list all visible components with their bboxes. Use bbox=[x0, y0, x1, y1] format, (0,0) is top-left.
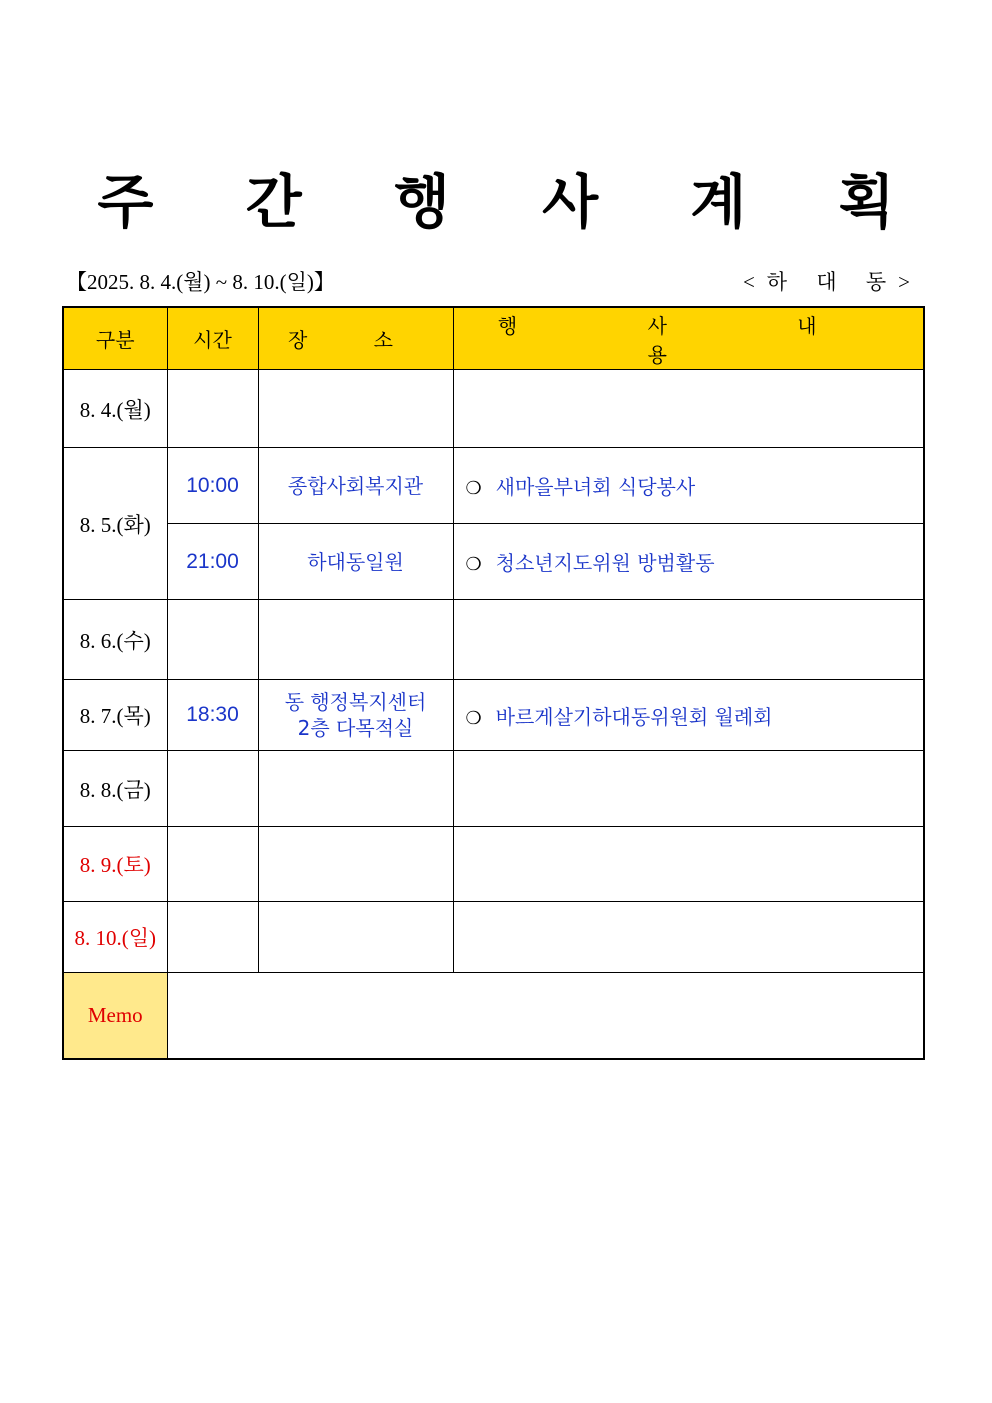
table-row bbox=[63, 524, 924, 600]
place-cell: 종합사회복지관 bbox=[258, 448, 453, 524]
time-cell: 10:00 bbox=[167, 448, 258, 524]
memo-label: Memo bbox=[63, 973, 167, 1059]
bullet-icon: ❍ bbox=[465, 554, 482, 575]
memo-row bbox=[63, 973, 924, 1059]
bullet-icon: ❍ bbox=[465, 478, 482, 499]
content-cell bbox=[453, 680, 924, 751]
place-cell bbox=[258, 370, 453, 448]
place-line-1: 동 행정복지센터 bbox=[284, 690, 427, 714]
place-cell bbox=[258, 751, 453, 827]
day-cell: 8. 4.(월) bbox=[63, 370, 167, 448]
table-row bbox=[63, 827, 924, 902]
event-text: 청소년지도위원 방범활동 bbox=[495, 551, 715, 575]
place-cell: 하대동일원 bbox=[258, 524, 453, 600]
table-row bbox=[63, 448, 924, 524]
day-cell: 8. 10.(일) bbox=[63, 902, 167, 973]
content-cell bbox=[453, 370, 924, 448]
header-division: 구분 bbox=[63, 307, 167, 370]
day-cell: 8. 7.(목) bbox=[63, 680, 167, 751]
header-row bbox=[63, 307, 924, 370]
time-cell: 18:30 bbox=[167, 680, 258, 751]
bullet-icon: ❍ bbox=[465, 707, 482, 729]
event-text: 새마을부녀회 식당봉사 bbox=[495, 475, 696, 499]
place-cell bbox=[258, 902, 453, 973]
time-cell bbox=[167, 370, 258, 448]
table-row bbox=[63, 751, 924, 827]
place-cell bbox=[258, 600, 453, 680]
table-row bbox=[63, 680, 924, 751]
place-cell bbox=[258, 680, 453, 751]
content-cell bbox=[453, 600, 924, 680]
memo-cell bbox=[167, 973, 924, 1059]
time-cell: 21:00 bbox=[167, 524, 258, 600]
time-cell bbox=[167, 827, 258, 902]
header-time: 시간 bbox=[167, 307, 258, 370]
day-cell: 8. 9.(토) bbox=[63, 827, 167, 902]
event-text: 바르게살기하대동위원회 월례회 bbox=[495, 704, 773, 729]
period-range: 【2025. 8. 4.(월) ~ 8. 10.(일)】 bbox=[66, 270, 335, 294]
content-cell bbox=[453, 524, 924, 600]
content-cell bbox=[453, 751, 924, 827]
day-cell: 8. 6.(수) bbox=[63, 600, 167, 680]
content-cell bbox=[453, 902, 924, 973]
day-cell: 8. 5.(화) bbox=[63, 448, 167, 600]
page-title: 주 간 행 사 계 획 bbox=[97, 168, 931, 236]
content-cell bbox=[453, 827, 924, 902]
header-content: 행 사 내 용 bbox=[453, 307, 924, 370]
time-cell bbox=[167, 600, 258, 680]
time-cell bbox=[167, 751, 258, 827]
table-row bbox=[63, 902, 924, 973]
table-row bbox=[63, 370, 924, 448]
content-cell bbox=[453, 448, 924, 524]
place-line-2: 2층 다목적실 bbox=[297, 716, 414, 740]
day-cell: 8. 8.(금) bbox=[63, 751, 167, 827]
place-cell bbox=[258, 827, 453, 902]
dong-name: <하 대 동> bbox=[742, 270, 922, 294]
time-cell bbox=[167, 902, 258, 973]
table-row bbox=[63, 600, 924, 680]
weekly-schedule-table bbox=[62, 306, 925, 1060]
header-place: 장 소 bbox=[258, 307, 453, 370]
